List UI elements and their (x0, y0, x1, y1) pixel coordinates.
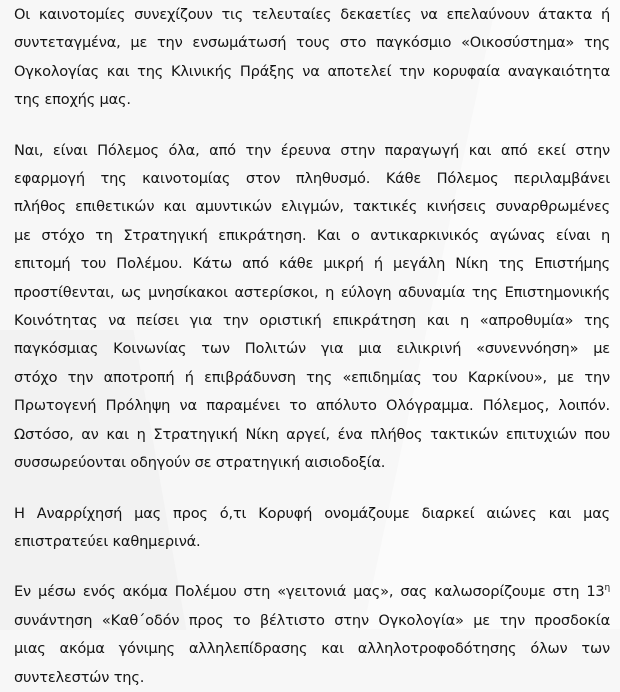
text-line: συντεταγμένα, με την ενσωμάτωσή τους στο παγκόσμιο «Οικοσύστημα» της (14, 34, 610, 52)
text-line: Η Αναρρίχησή μας προς ό,τι Κορυφή ονομάζουμε διαρκεί αιώνες και μας (14, 504, 610, 522)
ordinal-superscript: η (604, 583, 610, 594)
text-line: συνάντηση «Καθ΄οδόν προς το βέλτιστο στην Ογκολογία» με την προσδοκία (14, 611, 610, 629)
paragraph-4 (14, 578, 610, 692)
text-line: Ωστόσο, αν και η Στρατηγική Νίκη αργεί, ένα πλήθος τακτικών επιτυχιών που (14, 425, 610, 443)
paragraph-3 (14, 500, 610, 557)
text-line-main: Εν μέσω ενός ακόμα Πολέμου στη «γειτονιά μας», σας καλωσορίζουμε στη 13 (14, 583, 605, 601)
text-line: της εποχής μας. (14, 91, 131, 109)
text-line: Πρωτογενή Πρόληψη να παραμένει το απόλυτο Ολόγραμμα. Πόλεμος, λοιπόν. (14, 397, 610, 415)
text-line: με στόχο τη Στρατηγική επικράτηση. Και ο αντικαρκινικός αγώνας είναι η (14, 226, 610, 244)
text-line: πλήθος επιθετικών και αμυντικών ελιγμών, τακτικές κινήσεις συναρθρωμένες (14, 198, 610, 216)
text-line: στόχο την αποτροπή ή επιβράδυνση της «επιδημίας του Καρκίνου», με την (14, 368, 610, 386)
paragraph-1 (14, 1, 610, 115)
text-line: Ναι, είναι Πόλεμος όλα, από την έρευνα στην παραγωγή και από εκεί στην (14, 141, 610, 159)
text-line: συσσωρεύονται οδηγούν σε στρατηγική αισιοδοξία. (14, 454, 386, 472)
text-line: Ογκολογίας και της Κλινικής Πράξης να αποτελεί την κορυφαία αναγκαιότητα (14, 62, 610, 80)
text-line: μιας ακόμα γόνιμης αλληλεπίδρασης και αλληλοτροφοδότησης όλων των (14, 640, 610, 658)
text-line: επιτομή του Πολέμου. Κάτω από κάθε μικρή ή μεγάλη Νίκη της Επιστήμης (14, 255, 610, 273)
text-line (14, 578, 610, 606)
document-body (14, 0, 610, 692)
text-line: επιστρατεύει καθημερινά. (14, 532, 201, 550)
text-line: συντελεστών της. (14, 668, 145, 686)
text-line: προστίθενται, ως μνησίκακοι αστερίσκοι, η εύλογη αδυναμία της Επιστημονικής (14, 283, 610, 301)
paragraph-2 (14, 137, 610, 478)
text-line: εφαρμογή της καινοτομίας στον πληθυσμό. Κάθε Πόλεμος περιλαμβάνει (14, 170, 610, 188)
text-line: Κοινότητας να πείσει για την οριστική επικράτηση και η «απροθυμία» της (14, 312, 610, 330)
text-line: παγκόσμιας Κοινωνίας των Πολιτών για μια ειλικρινή «συνεννόηση» με (14, 340, 610, 358)
text-line: Οι καινοτομίες συνεχίζουν τις τελευταίες δεκαετίες να επελαύνουν άτακτα ή (14, 6, 610, 23)
